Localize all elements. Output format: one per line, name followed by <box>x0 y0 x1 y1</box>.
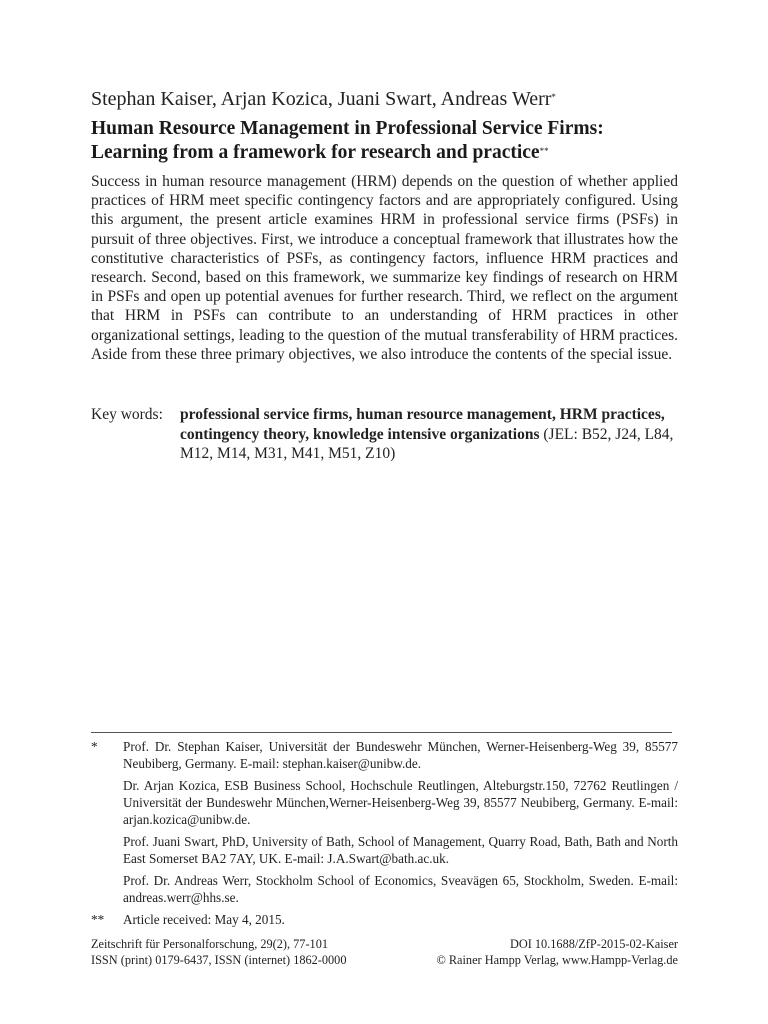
authors-text: Stephan Kaiser, Arjan Kozica, Juani Swart, Andreas Werr <box>91 88 552 110</box>
footer-row-2 <box>91 952 678 968</box>
footnote-item <box>91 872 678 906</box>
footnote-item <box>91 777 678 828</box>
footnote-item <box>91 833 678 867</box>
jel-codes: (JEL: B52, J24, L84, M12, M14, M31, M41, M51, Z10) <box>180 425 674 462</box>
footnote-text: Article received: May 4, 2015. <box>123 912 285 927</box>
journal-citation: Zeitschrift für Personalforschung, 29(2), 77-101 <box>91 937 328 951</box>
title-line-1: Human Resource Management in Professional Service Firms: <box>91 118 604 139</box>
footnote-mark: ** <box>91 912 105 927</box>
author-list <box>91 86 681 112</box>
footnote-text: Prof. Juani Swart, PhD, University of Bath, School of Management, Quarry Road, Bath, Bath and North East Somerset BA2 7AY, UK. E-mail: J.A.Swart@bath.ac.uk. <box>123 834 678 866</box>
footnote-item <box>91 738 678 772</box>
footnote-text: Prof. Dr. Stephan Kaiser, Universität der Bundeswehr München, Werner-Heisenberg-Weg 39, 85577 Neubiberg, Germany. E-mail: stephan.kaiser@unibw.de. <box>123 739 678 771</box>
authors-footnote-mark: * <box>551 92 556 102</box>
title-footnote-mark: ** <box>539 146 549 156</box>
footnote-text: Prof. Dr. Andreas Werr, Stockholm School of Economics, Sveavägen 65, Stockholm, Sweden. E-mail: andreas.werr@hhs.se. <box>123 873 678 905</box>
publisher: © Rainer Hampp Verlag, www.Hampp-Verlag.de <box>436 953 678 967</box>
paper-title <box>91 117 691 165</box>
footer-row-1 <box>91 936 678 952</box>
footnote-item <box>91 911 678 928</box>
footnotes <box>91 738 678 933</box>
abstract: Success in human resource management (HRM) depends on the question of whether applied practices of HRM meet specific contingency factors and are appropriately configured. Using this argument, the present article examines HRM in professional service firms (PSFs) in pursuit of three objectives. First, we introduce a conceptual framework that illustrates how the constitutive characteristics of PSFs, as contingency factors, influence HRM practices and research. Second, based on this framework, we summarize key findings of research on HRM in PSFs and open up potential avenues for further research. Third, we reflect on the argument that HRM in PSFs can contribute to an understanding of HRM practices in other organizational settings, leading to the question of the mutual transferability of HRM practices. Aside from these three primary objectives, we also introduce the contents of the special issue. <box>91 173 678 363</box>
issn: ISSN (print) 0179-6437, ISSN (internet) 1862-0000 <box>91 953 347 967</box>
doi: DOI 10.1688/ZfP-2015-02-Kaiser <box>509 937 678 951</box>
footnote-text: Dr. Arjan Kozica, ESB Business School, Hochschule Reutlingen, Alteburgstr.150, 72762 Reutlingen / Universität der Bundeswehr München,Werner-Heisenberg-Weg 39, 85577 Neubiberg, Germany. E-mail: arjan.kozica@unibw.de. <box>123 778 678 827</box>
keywords-label: Key words: <box>91 406 163 423</box>
title-line-2: Learning from a framework for research and practice <box>91 142 540 163</box>
footnote-divider <box>91 732 672 733</box>
keywords-terms: professional service firms, human resource management, HRM practices, contingency theory, knowledge intensive organizations <box>180 406 665 443</box>
keywords-body <box>180 405 680 464</box>
footnote-mark: * <box>91 739 98 754</box>
page-footer <box>91 936 678 968</box>
